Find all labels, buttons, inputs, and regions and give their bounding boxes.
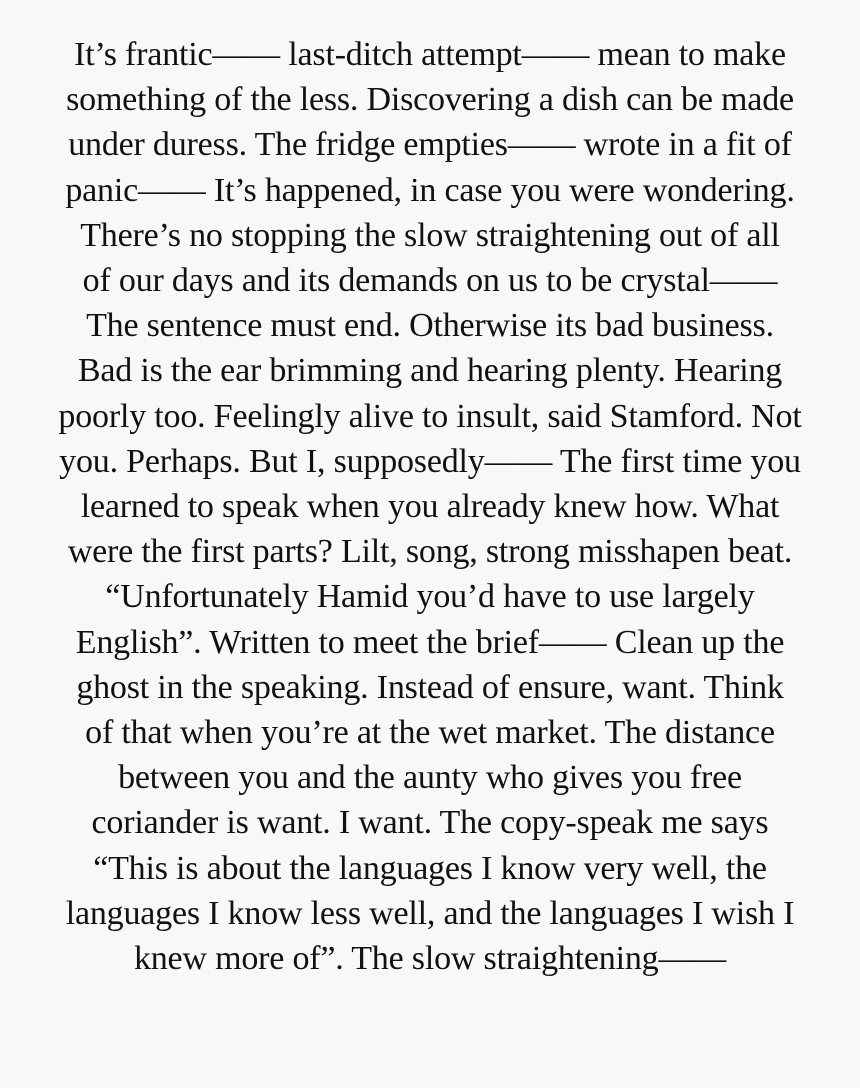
poem-line: knew more of”. The slow straightening—— (133, 940, 727, 978)
poem-line: English”. Written to meet the brief—— Clean up the (75, 623, 785, 661)
poem-line: The sentence must end. Otherwise its bad business. (86, 307, 774, 345)
poem-line: learned to speak when you already knew how. What (80, 488, 780, 526)
poem-line: There’s no stopping the slow straightening out of all (80, 216, 780, 254)
poem-line: “Unfortunately Hamid you’d have to use largely (105, 578, 755, 616)
poem-text-block (0, 32, 860, 981)
poem-line: something of the less. Discovering a dish can be made (66, 81, 794, 119)
poem-line: panic—— It’s happened, in case you were wondering. (65, 171, 795, 209)
poem-line: coriander is want. I want. The copy-speak me says (91, 804, 769, 842)
poem-line: languages I know less well, and the languages I wish I (65, 894, 795, 932)
poem-line: “This is about the languages I know very well, the (93, 849, 767, 887)
poem-line: you. Perhaps. But I, supposedly—— The first time you (59, 442, 801, 480)
poem-line: Bad is the ear brimming and hearing plenty. Hearing (77, 352, 783, 390)
poem-line: of our days and its demands on us to be crystal—— (82, 262, 778, 300)
poem-line: were the first parts? Lilt, song, strong misshapen beat. (67, 533, 793, 571)
poem-line: under duress. The fridge empties—— wrote in a fit of (68, 126, 792, 164)
poem-line: poorly too. Feelingly alive to insult, said Stamford. Not (58, 397, 802, 435)
poem-line: between you and the aunty who gives you free (118, 759, 742, 797)
poem-line: It’s frantic—— last-ditch attempt—— mean to make (74, 36, 786, 73)
poem-line: of that when you’re at the wet market. The distance (85, 714, 775, 752)
poem-line: ghost in the speaking. Instead of ensure, want. Think (76, 668, 784, 706)
